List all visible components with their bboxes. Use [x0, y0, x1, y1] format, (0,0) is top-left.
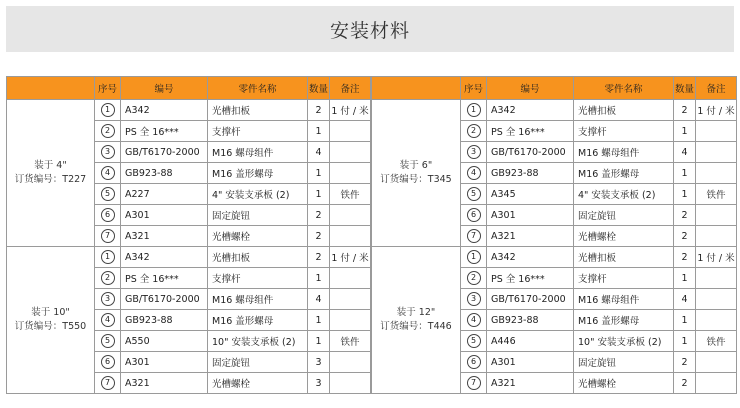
tables-container [6, 76, 735, 394]
qty-cell: 1 [674, 310, 696, 331]
seq-cell [95, 163, 121, 184]
qty-cell: 1 [308, 310, 330, 331]
note-cell [696, 352, 737, 373]
part-code-cell: A321 [487, 226, 574, 247]
part-code-cell: GB923-88 [487, 310, 574, 331]
table-header-row [372, 77, 737, 100]
seq-cell [95, 268, 121, 289]
seq-cell [95, 310, 121, 331]
note-cell [696, 373, 737, 394]
note-cell [696, 268, 737, 289]
seq-cell [95, 373, 121, 394]
part-code-cell: PS 全 16*** [121, 121, 208, 142]
part-code-cell: A227 [121, 184, 208, 205]
qty-cell: 1 [674, 121, 696, 142]
seq-cell [461, 310, 487, 331]
note-cell [696, 205, 737, 226]
part-name-cell: 10" 安装支承板 (2) [208, 331, 308, 352]
group-mount-label: 装于 6" [399, 159, 433, 171]
part-code-cell: GB/T6170-2000 [121, 289, 208, 310]
part-code-cell: A301 [121, 352, 208, 373]
header-seq: 序号 [95, 77, 121, 100]
note-cell: 铁件 [696, 184, 737, 205]
part-code-cell: A301 [121, 205, 208, 226]
qty-cell: 2 [674, 373, 696, 394]
seq-circle-badge: 6 [101, 208, 115, 222]
part-name-cell: 固定旋钮 [574, 352, 674, 373]
part-name-cell: 光槽螺栓 [208, 373, 308, 394]
seq-cell [461, 268, 487, 289]
note-cell [696, 289, 737, 310]
part-name-cell: 固定旋钮 [574, 205, 674, 226]
group-label-cell [372, 247, 461, 394]
seq-circle-badge: 6 [467, 208, 481, 222]
seq-cell [461, 352, 487, 373]
header-part-name: 零件名称 [208, 77, 308, 100]
note-cell: 铁件 [696, 331, 737, 352]
qty-cell: 2 [674, 100, 696, 121]
note-cell: 铁件 [330, 184, 371, 205]
note-cell: 铁件 [330, 331, 371, 352]
seq-cell [95, 100, 121, 121]
seq-circle-badge: 5 [467, 187, 481, 201]
part-name-cell: 支撑杆 [208, 121, 308, 142]
note-cell [696, 142, 737, 163]
page-title-banner [6, 6, 734, 52]
part-code-cell: A321 [487, 373, 574, 394]
qty-cell: 1 [308, 121, 330, 142]
part-code-cell: A342 [121, 247, 208, 268]
header-seq: 序号 [461, 77, 487, 100]
group-label-cell [372, 100, 461, 247]
part-code-cell: A345 [487, 184, 574, 205]
group-order-number: 订货编号：T550 [14, 321, 87, 332]
part-code-cell: GB923-88 [487, 163, 574, 184]
qty-cell: 4 [674, 142, 696, 163]
seq-cell [95, 352, 121, 373]
note-cell [696, 310, 737, 331]
note-cell [696, 121, 737, 142]
group-order-number: 订货编号：T446 [380, 321, 452, 332]
seq-circle-badge: 6 [101, 355, 115, 369]
seq-cell [95, 289, 121, 310]
seq-cell [95, 331, 121, 352]
seq-circle-badge: 6 [467, 355, 481, 369]
seq-cell [461, 100, 487, 121]
note-cell [330, 373, 371, 394]
part-code-cell: A342 [487, 247, 574, 268]
part-name-cell: 4" 安装支承板 (2) [208, 184, 308, 205]
seq-cell [461, 121, 487, 142]
seq-circle-badge: 1 [101, 103, 115, 117]
note-cell [330, 226, 371, 247]
note-cell [330, 142, 371, 163]
qty-cell: 2 [308, 226, 330, 247]
header-qty: 数量 [308, 77, 330, 100]
seq-cell [95, 205, 121, 226]
table-row [7, 247, 371, 268]
seq-circle-badge: 2 [467, 124, 481, 138]
part-name-cell: 光槽扣板 [574, 100, 674, 121]
table-row [7, 100, 371, 121]
qty-cell: 1 [674, 331, 696, 352]
seq-cell [461, 163, 487, 184]
part-name-cell: 支撑杆 [208, 268, 308, 289]
seq-cell [461, 247, 487, 268]
table-row [372, 100, 737, 121]
qty-cell: 2 [308, 100, 330, 121]
header-group [7, 77, 95, 100]
note-cell [330, 163, 371, 184]
seq-circle-badge: 3 [467, 145, 481, 159]
part-name-cell: M16 螺母组件 [574, 142, 674, 163]
seq-circle-badge: 4 [467, 166, 481, 180]
seq-circle-badge: 2 [101, 271, 115, 285]
part-name-cell: M16 盖形螺母 [208, 163, 308, 184]
qty-cell: 4 [308, 289, 330, 310]
note-cell [696, 226, 737, 247]
seq-circle-badge: 1 [467, 103, 481, 117]
group-mount-label: 装于 10" [31, 306, 70, 318]
note-cell [330, 352, 371, 373]
qty-cell: 2 [674, 247, 696, 268]
seq-circle-badge: 4 [101, 313, 115, 327]
header-qty: 数量 [674, 77, 696, 100]
qty-cell: 1 [674, 184, 696, 205]
part-code-cell: GB/T6170-2000 [487, 289, 574, 310]
part-name-cell: 4" 安装支承板 (2) [574, 184, 674, 205]
part-name-cell: 固定旋钮 [208, 205, 308, 226]
qty-cell: 1 [308, 331, 330, 352]
qty-cell: 1 [308, 163, 330, 184]
table-row [372, 247, 737, 268]
part-code-cell: A342 [487, 100, 574, 121]
seq-cell [461, 184, 487, 205]
seq-circle-badge: 2 [467, 271, 481, 285]
note-cell: 1 付 / 米 [330, 100, 371, 121]
part-name-cell: 光槽扣板 [208, 100, 308, 121]
seq-cell [461, 373, 487, 394]
qty-cell: 3 [308, 352, 330, 373]
seq-circle-badge: 5 [101, 334, 115, 348]
part-code-cell: GB/T6170-2000 [121, 142, 208, 163]
qty-cell: 1 [308, 184, 330, 205]
header-note: 备注 [696, 77, 737, 100]
seq-circle-badge: 1 [101, 250, 115, 264]
part-name-cell: M16 螺母组件 [208, 289, 308, 310]
part-name-cell: M16 螺母组件 [574, 289, 674, 310]
seq-cell [95, 226, 121, 247]
part-name-cell: 支撑杆 [574, 268, 674, 289]
part-code-cell: PS 全 16*** [487, 121, 574, 142]
header-code: 编号 [121, 77, 208, 100]
note-cell [330, 268, 371, 289]
seq-cell [95, 121, 121, 142]
part-name-cell: 光槽螺栓 [208, 226, 308, 247]
page-title: 安装材料 [329, 19, 410, 42]
materials-table-left [6, 76, 371, 394]
seq-cell [95, 142, 121, 163]
seq-circle-badge: 4 [467, 313, 481, 327]
qty-cell: 2 [308, 205, 330, 226]
part-code-cell: A321 [121, 373, 208, 394]
part-name-cell: 光槽扣板 [574, 247, 674, 268]
group-mount-label: 装于 4" [34, 159, 67, 171]
seq-circle-badge: 1 [467, 250, 481, 264]
part-name-cell: M16 盖形螺母 [208, 310, 308, 331]
part-name-cell: M16 盖形螺母 [574, 163, 674, 184]
seq-circle-badge: 4 [101, 166, 115, 180]
seq-circle-badge: 7 [101, 229, 115, 243]
seq-cell [461, 226, 487, 247]
group-label-cell [7, 100, 95, 247]
part-name-cell: 光槽螺栓 [574, 373, 674, 394]
note-cell: 1 付 / 米 [330, 247, 371, 268]
seq-cell [95, 247, 121, 268]
qty-cell: 4 [674, 289, 696, 310]
seq-cell [461, 289, 487, 310]
part-code-cell: A342 [121, 100, 208, 121]
group-mount-label: 装于 12" [396, 306, 436, 318]
seq-circle-badge: 2 [101, 124, 115, 138]
seq-cell [461, 205, 487, 226]
note-cell [330, 205, 371, 226]
part-code-cell: GB923-88 [121, 310, 208, 331]
qty-cell: 2 [308, 247, 330, 268]
part-name-cell: 光槽扣板 [208, 247, 308, 268]
qty-cell: 1 [674, 268, 696, 289]
header-part-name: 零件名称 [574, 77, 674, 100]
part-code-cell: PS 全 16*** [487, 268, 574, 289]
note-cell [330, 310, 371, 331]
seq-circle-badge: 7 [101, 376, 115, 390]
qty-cell: 1 [308, 268, 330, 289]
seq-circle-badge: 7 [467, 229, 481, 243]
part-name-cell: M16 盖形螺母 [574, 310, 674, 331]
part-code-cell: A301 [487, 205, 574, 226]
seq-cell [461, 142, 487, 163]
seq-circle-badge: 3 [101, 292, 115, 306]
part-code-cell: GB923-88 [121, 163, 208, 184]
materials-table-right [371, 76, 737, 394]
qty-cell: 4 [308, 142, 330, 163]
note-cell [696, 163, 737, 184]
part-name-cell: 支撑杆 [574, 121, 674, 142]
seq-cell [461, 331, 487, 352]
seq-cell [95, 184, 121, 205]
note-cell: 1 付 / 米 [696, 100, 737, 121]
seq-circle-badge: 7 [467, 376, 481, 390]
part-code-cell: A301 [487, 352, 574, 373]
part-name-cell: 光槽螺栓 [574, 226, 674, 247]
seq-circle-badge: 3 [101, 145, 115, 159]
header-note: 备注 [330, 77, 371, 100]
seq-circle-badge: 5 [101, 187, 115, 201]
group-order-number: 订货编号：T345 [380, 174, 452, 185]
qty-cell: 2 [674, 352, 696, 373]
qty-cell: 3 [308, 373, 330, 394]
header-code: 编号 [487, 77, 574, 100]
note-cell: 1 付 / 米 [696, 247, 737, 268]
group-label-cell [7, 247, 95, 394]
group-order-number: 订货编号：T227 [14, 174, 87, 185]
note-cell [330, 121, 371, 142]
part-code-cell: A446 [487, 331, 574, 352]
part-code-cell: A321 [121, 226, 208, 247]
part-code-cell: A550 [121, 331, 208, 352]
qty-cell: 2 [674, 226, 696, 247]
part-name-cell: 固定旋钮 [208, 352, 308, 373]
seq-circle-badge: 5 [467, 334, 481, 348]
seq-circle-badge: 3 [467, 292, 481, 306]
header-group [372, 77, 461, 100]
note-cell [330, 289, 371, 310]
qty-cell: 1 [674, 163, 696, 184]
part-code-cell: GB/T6170-2000 [487, 142, 574, 163]
part-name-cell: M16 螺母组件 [208, 142, 308, 163]
qty-cell: 2 [674, 205, 696, 226]
part-code-cell: PS 全 16*** [121, 268, 208, 289]
table-header-row [7, 77, 371, 100]
part-name-cell: 10" 安装支承板 (2) [574, 331, 674, 352]
